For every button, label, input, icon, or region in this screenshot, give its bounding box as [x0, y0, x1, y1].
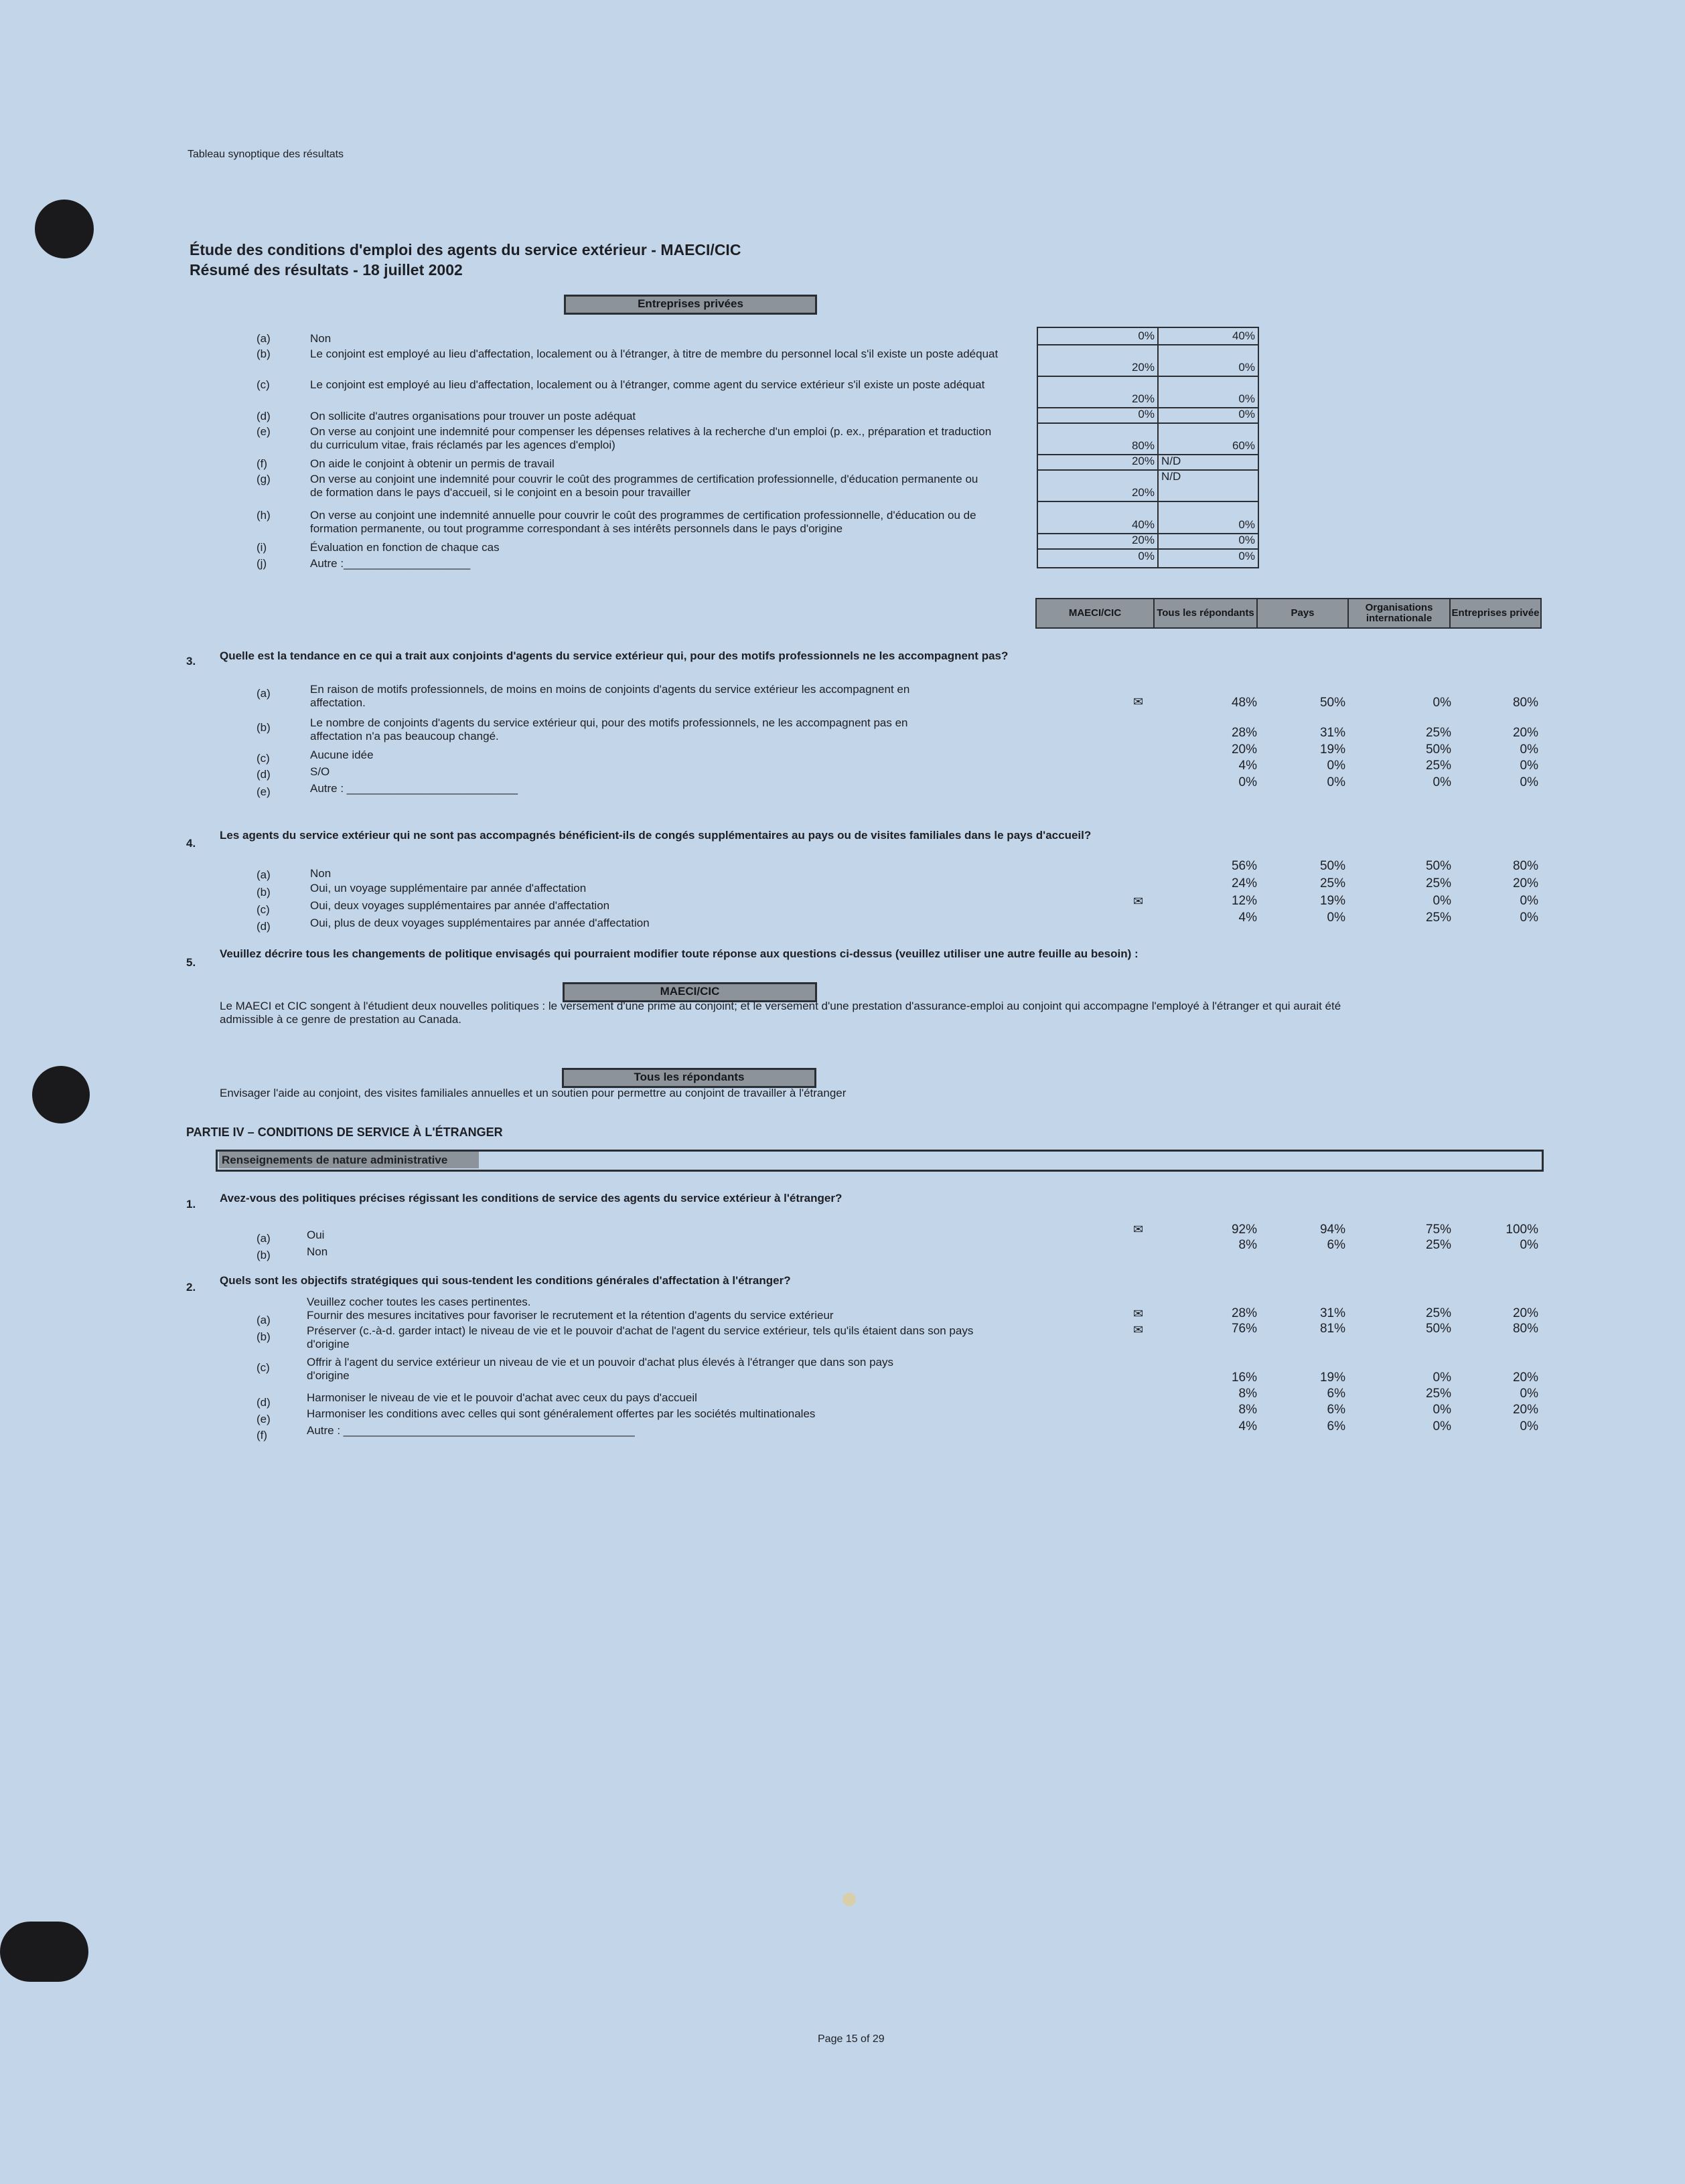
cell-value: 0% [1138, 329, 1155, 342]
column-header: Entreprises privée [1449, 598, 1542, 629]
item-letter: (i) [257, 541, 267, 554]
value: 48% [1231, 696, 1257, 710]
item-text: On sollicite d'autres organisations pour trouver un poste adéquat [310, 410, 636, 422]
item-letter: (c) [257, 903, 270, 916]
value: 80% [1512, 696, 1538, 710]
value: 0% [1520, 1387, 1538, 1401]
value: 50% [1425, 859, 1451, 873]
value: 75% [1425, 1223, 1451, 1237]
item-text: Non [310, 867, 332, 880]
cell-value: 0% [1238, 408, 1255, 420]
value: 20% [1512, 726, 1538, 740]
value: 20% [1512, 1306, 1538, 1320]
item-text: Le conjoint est employé au lieu d'affectation, localement ou à l'étranger, à titre de membre du personnel local s'il existe un poste adéquat [310, 347, 999, 360]
question-number: 3. [186, 655, 196, 668]
maeci-text: Le MAECI et CIC songent à l'étudient deux nouvelles politiques : le versement d'une prime au conjoint; et le versement d'une prestation d'assurance-emploi au conjoint qui accompagne l'employé à l'étranger et qui aurait été admissible à ce genre de prestation au Canada. [220, 1000, 1341, 1026]
value: 0% [1433, 696, 1451, 710]
item-letter: (a) [257, 332, 271, 345]
punch-hole-bottom [0, 1922, 88, 1982]
note-icon: ✉ [1133, 695, 1144, 708]
item-letter: (e) [257, 785, 271, 798]
item-text: Autre : ______________________________________________ [307, 1424, 635, 1437]
value: 8% [1238, 1403, 1257, 1417]
table-row-line [1038, 501, 1258, 502]
item-text: Évaluation en fonction de chaque cas [310, 541, 500, 554]
item-text: Fournir des mesures incitatives pour favoriser le recrutement et la rétention d'agents du service extérieur [307, 1309, 834, 1322]
value: 24% [1231, 876, 1257, 890]
value: 6% [1327, 1403, 1345, 1417]
value: 25% [1425, 759, 1451, 773]
question-text: Les agents du service extérieur qui ne sont pas accompagnés bénéficient-ils de congés supplémentaires au pays ou de visites familiales dans le pays d'accueil? [220, 829, 1092, 842]
value: 94% [1319, 1223, 1345, 1237]
value: 50% [1319, 859, 1345, 873]
value: 0% [1433, 1371, 1451, 1385]
document-title: Étude des conditions d'emploi des agents du service extérieur - MAECI/CIC [190, 241, 741, 258]
item-letter: (b) [257, 347, 271, 360]
item-letter: (h) [257, 509, 271, 522]
punch-hole-top [35, 200, 94, 258]
question-number: 4. [186, 837, 196, 850]
table-row-line [1038, 422, 1258, 424]
cell-value: 0% [1138, 550, 1155, 562]
value: 0% [1327, 775, 1345, 789]
value: 0% [1433, 1419, 1451, 1433]
question-text: Avez-vous des politiques précises régissant les conditions de service des agents du service extérieur à l'étranger? [220, 1192, 842, 1204]
value: 50% [1319, 696, 1345, 710]
value: 25% [1425, 911, 1451, 925]
item-letter: (b) [257, 886, 271, 899]
value: 0% [1520, 743, 1538, 757]
value: 12% [1231, 894, 1257, 908]
cell-value: 20% [1131, 392, 1155, 405]
item-letter: (f) [257, 457, 268, 470]
part-title: PARTIE IV – CONDITIONS DE SERVICE À L'ÉTRANGER [186, 1125, 503, 1139]
item-letter: (e) [257, 425, 271, 438]
value: 0% [1433, 775, 1451, 789]
value: 0% [1520, 775, 1538, 789]
value: 4% [1238, 759, 1257, 773]
value: 6% [1327, 1419, 1345, 1433]
item-letter: (a) [257, 1232, 271, 1245]
value: 81% [1319, 1322, 1345, 1336]
table-row-line [1038, 376, 1258, 377]
item-text: Préserver (c.-à-d. garder intact) le niveau de vie et le pouvoir d'achat de l'agent du service extérieur, tels qu'ils étaient dans son pays d'origine [307, 1324, 974, 1350]
cell-value: 0% [1238, 550, 1255, 562]
item-text: Autre :____________________ [310, 557, 471, 570]
respondents-banner: Tous les répondants [562, 1068, 816, 1088]
question-number: 1. [186, 1198, 196, 1211]
value: 31% [1319, 726, 1345, 740]
section-title: Renseignements de nature administrative [219, 1152, 479, 1168]
value: 20% [1231, 743, 1257, 757]
item-text: Aucune idée [310, 749, 374, 761]
value: 8% [1238, 1387, 1257, 1401]
item-letter: (a) [257, 687, 271, 700]
item-letter: (b) [257, 721, 271, 734]
cell-value: 0% [1138, 408, 1155, 420]
question-text: Veuillez décrire tous les changements de politique envisagés qui pourraient modifier toute réponse aux questions ci-dessus (veuillez utiliser une autre feuille au besoin) : [220, 947, 1139, 960]
note-icon: ✉ [1133, 894, 1144, 908]
running-header: Tableau synoptique des résultats [188, 149, 344, 160]
item-text: Harmoniser les conditions avec celles qui sont généralement offertes par les sociétés multinationales [307, 1407, 816, 1420]
cell-value: 0% [1238, 361, 1255, 374]
value: 0% [1520, 1238, 1538, 1252]
question-number: 5. [186, 956, 196, 969]
item-text: On verse au conjoint une indemnité annuelle pour couvrir le coût des programmes de certification professionnelle, d'éducation ou de formation permanente, ou tout programme correspondant à ses intérêts personnels dans le pays d'origine [310, 509, 976, 535]
value: 0% [1433, 1403, 1451, 1417]
cell-value: 0% [1238, 518, 1255, 531]
value: 20% [1512, 876, 1538, 890]
value: 19% [1319, 1371, 1345, 1385]
item-text: Non [310, 332, 332, 345]
item-text: Offrir à l'agent du service extérieur un niveau de vie et un pouvoir d'achat plus élevés à l'étranger que dans son pays d'origine [307, 1356, 894, 1382]
value: 0% [1238, 775, 1257, 789]
value: 16% [1231, 1371, 1257, 1385]
column-header: Pays [1256, 598, 1349, 629]
item-text: On verse au conjoint une indemnité pour couvrir le coût des programmes de certification professionnelle, d'éducation permanente ou de formation dans le pays d'accueil, si le conjoint en a besoin pour travailler [310, 473, 978, 499]
instruction-text: Veuillez cocher toutes les cases pertinentes. [307, 1296, 531, 1308]
item-text: Oui, deux voyages supplémentaires par année d'affectation [310, 899, 610, 912]
value: 25% [1425, 876, 1451, 890]
cell-value: 20% [1131, 455, 1155, 467]
value: 28% [1231, 726, 1257, 740]
section-box [216, 1150, 1544, 1172]
value: 92% [1231, 1223, 1257, 1237]
value: 8% [1238, 1238, 1257, 1252]
cell-value: 20% [1131, 361, 1155, 374]
note-icon: ✉ [1133, 1307, 1144, 1320]
page-number: Page 15 of 29 [818, 2033, 885, 2045]
item-text: S/O [310, 765, 330, 778]
item-letter: (e) [257, 1413, 271, 1425]
scan-mark [842, 1893, 856, 1906]
item-letter: (d) [257, 768, 271, 781]
value: 0% [1520, 1419, 1538, 1433]
punch-hole-middle [32, 1066, 90, 1123]
value: 4% [1238, 1419, 1257, 1433]
value: 0% [1520, 911, 1538, 925]
question-number: 2. [186, 1281, 196, 1294]
column-header: Tous les répondants [1153, 598, 1258, 629]
item-text: Autre : ___________________________ [310, 782, 518, 795]
question-text: Quels sont les objectifs stratégiques qui sous-tendent les conditions générales d'affectation à l'étranger? [220, 1274, 791, 1287]
maeci-banner: MAECI/CIC [563, 982, 817, 1002]
value: 0% [1327, 911, 1345, 925]
value: 25% [1425, 1238, 1451, 1252]
table-row-line [1038, 344, 1258, 345]
cell-value: 80% [1131, 439, 1155, 452]
table-divider [1157, 328, 1159, 567]
document-subtitle: Résumé des résultats - 18 juillet 2002 [190, 261, 463, 279]
item-letter: (c) [257, 378, 270, 391]
value: 25% [1425, 1306, 1451, 1320]
entreprises-banner: Entreprises privées [564, 295, 817, 315]
item-letter: (b) [257, 1249, 271, 1261]
cell-value: 0% [1238, 392, 1255, 405]
cell-value: 60% [1232, 439, 1255, 452]
item-text: En raison de motifs professionnels, de moins en moins de conjoints d'agents du service extérieur les accompagnent en affectation. [310, 683, 910, 709]
item-letter: (c) [257, 1361, 270, 1374]
cell-value: 20% [1131, 534, 1155, 546]
respondents-text: Envisager l'aide au conjoint, des visites familiales annuelles et un soutien pour permettre au conjoint de travailler à l'étranger [220, 1087, 847, 1099]
item-letter: (f) [257, 1429, 268, 1441]
value: 76% [1231, 1322, 1257, 1336]
cell-value: 20% [1131, 486, 1155, 499]
value: 80% [1512, 859, 1538, 873]
value: 25% [1425, 726, 1451, 740]
value: 50% [1425, 1322, 1451, 1336]
item-letter: (a) [257, 868, 271, 881]
value: 20% [1512, 1403, 1538, 1417]
value: 25% [1425, 1387, 1451, 1401]
value: 100% [1506, 1223, 1538, 1237]
item-letter: (a) [257, 1314, 271, 1326]
item-letter: (c) [257, 752, 270, 765]
item-text: Le nombre de conjoints d'agents du service extérieur qui, pour des motifs professionnels, ne les accompagnent pas en affectation n'a pas beaucoup changé. [310, 716, 908, 743]
value: 4% [1238, 911, 1257, 925]
value: 50% [1425, 743, 1451, 757]
value: 19% [1319, 743, 1345, 757]
cell-value: N/D [1161, 455, 1181, 467]
value: 0% [1327, 759, 1345, 773]
item-text: Le conjoint est employé au lieu d'affectation, localement ou à l'étranger, comme agent du service extérieur s'il existe un poste adéquat [310, 378, 985, 391]
item-text: On verse au conjoint une indemnité pour compenser les dépenses relatives à la recherche d'un emploi (p. ex., préparation et traduction du curriculum vitae, frais réclamés par les agences d'emploi) [310, 425, 992, 451]
item-letter: (b) [257, 1330, 271, 1343]
cell-value: 40% [1131, 518, 1155, 531]
value: 28% [1231, 1306, 1257, 1320]
table-row-line [1038, 469, 1258, 471]
item-letter: (d) [257, 410, 271, 422]
item-text: Oui, plus de deux voyages supplémentaires par année d'affectation [310, 917, 650, 929]
value: 25% [1319, 876, 1345, 890]
column-header: Organisations internationale [1347, 598, 1451, 629]
item-letter: (d) [257, 920, 271, 933]
item-text: Oui [307, 1229, 325, 1241]
value: 6% [1327, 1387, 1345, 1401]
item-letter: (j) [257, 557, 267, 570]
note-icon: ✉ [1133, 1223, 1144, 1236]
value: 56% [1231, 859, 1257, 873]
cell-value: 40% [1232, 329, 1255, 342]
item-letter: (g) [257, 473, 271, 485]
value: 0% [1433, 894, 1451, 908]
value: 31% [1319, 1306, 1345, 1320]
question-text: Quelle est la tendance en ce qui a trait aux conjoints d'agents du service extérieur qui, pour des motifs professionnels ne les accompagnent pas? [220, 649, 1009, 662]
note-icon: ✉ [1133, 1323, 1144, 1336]
item-text: Oui, un voyage supplémentaire par année d'affectation [310, 882, 587, 894]
item-text: Harmoniser le niveau de vie et le pouvoir d'achat avec ceux du pays d'accueil [307, 1391, 697, 1404]
column-header: MAECI/CIC [1035, 598, 1155, 629]
value: 6% [1327, 1238, 1345, 1252]
value: 0% [1520, 759, 1538, 773]
value: 0% [1520, 894, 1538, 908]
entreprises-table [1037, 327, 1259, 568]
item-text: Non [307, 1245, 328, 1258]
item-text: On aide le conjoint à obtenir un permis de travail [310, 457, 555, 470]
value: 19% [1319, 894, 1345, 908]
cell-value: 0% [1238, 534, 1255, 546]
cell-value: N/D [1161, 470, 1181, 483]
item-letter: (d) [257, 1396, 271, 1409]
value: 20% [1512, 1371, 1538, 1385]
value: 80% [1512, 1322, 1538, 1336]
